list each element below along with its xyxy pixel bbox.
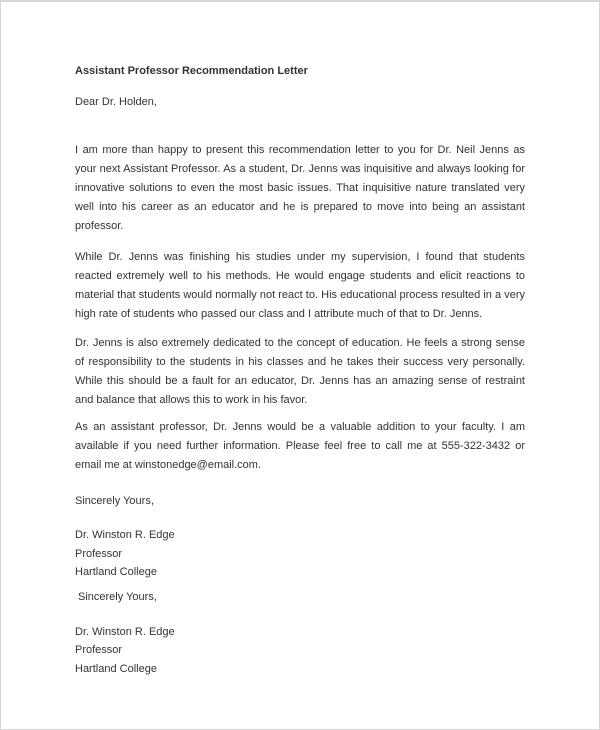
signatory-name: Dr. Winston R. Edge: [75, 625, 175, 638]
signatory-title: Professor: [75, 547, 123, 560]
letter-title: Assistant Professor Recommendation Letter: [75, 65, 308, 77]
paragraph-teaching-methods: While Dr. Jenns was finishing his studies under my supervision, I found that students reacted extremely well to his methods. He would engage students and elicit reactions to material that students would normally not react to. His educational process resulted in a very high rate of students who passed our class and I attribute much of that to Dr. Jenns.: [75, 251, 525, 320]
signature-block: [75, 526, 525, 582]
salutation: Dear Dr. Holden,: [75, 96, 157, 108]
signatory-name: Dr. Winston R. Edge: [75, 529, 175, 541]
paragraph-introduction: I am more than happy to present this recommendation letter to you for Dr. Neil Jenns as your next Assistant Professor. As a student, Dr. Jenns was inquisitive and always looking for innovative solutions to even the most basic issues. That inquisitive nature translated very well into his career as an educator and he is prepared to move into being an assistant professor.: [75, 144, 525, 232]
paragraph-dedication: Dr. Jenns is also extremely dedicated to the concept of education. He feels a strong sense of responsibility to the students in his classes and he takes their success very personally. While this should be a fault for an educator, Dr. Jenns has an amazing sense of restraint and balance that allows this to work in his favor.: [75, 337, 525, 406]
signatory-title: Professor: [75, 644, 123, 656]
paragraph-recommendation-contact: As an assistant professor, Dr. Jenns would be a valuable addition to your faculty. I am available if you need further information. Please feel free to call me at 555-322-3432 or email me at winstonedge@email.com.: [75, 421, 525, 471]
signature-block: [75, 623, 525, 679]
closing-block-1: [75, 492, 525, 582]
closing-block-2: [75, 588, 525, 679]
signatory-organization: Hartland College: [75, 662, 157, 675]
signatory-organization: Hartland College: [75, 566, 157, 578]
valediction: Sincerely Yours,: [78, 590, 157, 603]
valediction: Sincerely Yours,: [75, 495, 154, 507]
